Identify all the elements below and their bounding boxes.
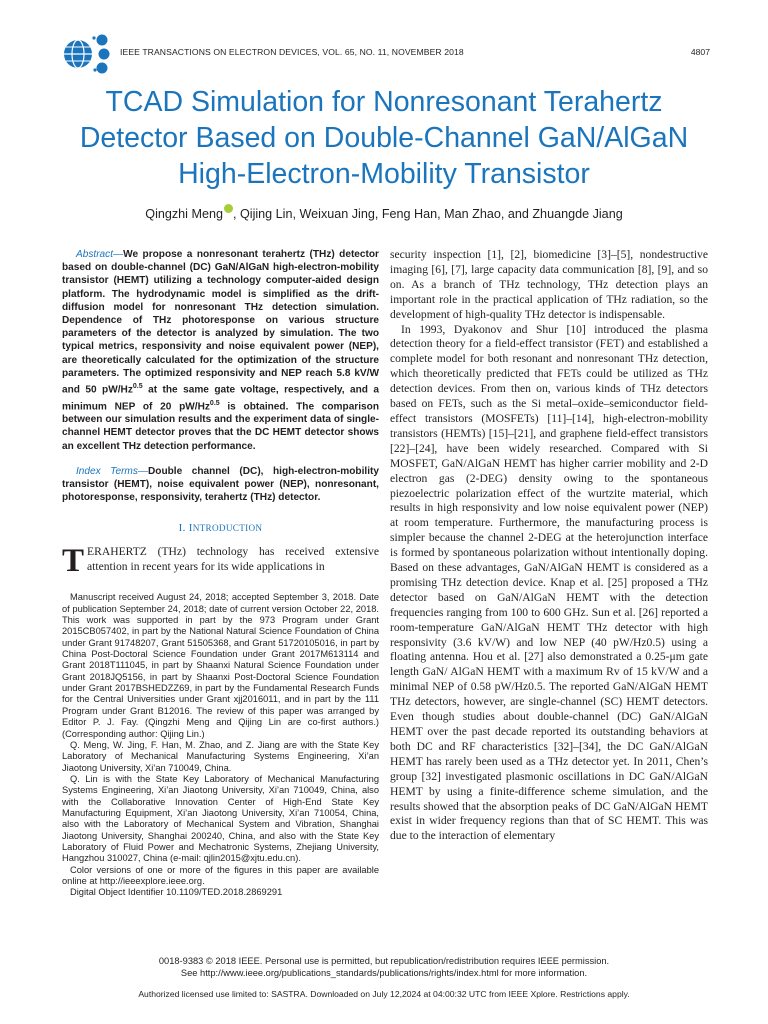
title-line-1: TCAD Simulation for Nonresonant Terahertz <box>105 86 663 118</box>
drop-cap: T <box>62 543 85 580</box>
orcid-icon[interactable] <box>224 204 233 213</box>
footnotes <box>62 592 379 898</box>
intro-paragraph <box>62 543 379 580</box>
eds-logo <box>62 32 114 76</box>
footnote-affiliation-1: Q. Meng, W. Jing, F. Han, M. Zhao, and Z. Jiang are with the State Key Laboratory of Mechanical Manufacturing Systems Engineering, Xi’an Jiaotong University, Xi’an 710049, China. <box>62 739 379 773</box>
title-line-3: High-Electron-Mobility Transistor <box>178 158 590 190</box>
intro-text: ERAHERTZ (THz) technology has received extensive attention in recent years for its wide applications in <box>87 545 379 574</box>
copyright-line-2: See http://www.ieee.org/publications_standards/publications/rights/index.html for more information. <box>180 968 588 978</box>
copyright-notice <box>40 955 728 979</box>
author-list <box>40 204 728 221</box>
right-column <box>390 248 708 844</box>
abstract-text-2: at the same gate voltage, respectively, and a minimum NEP of 20 pW/Hz <box>62 384 379 412</box>
abstract <box>62 248 379 453</box>
index-terms <box>62 465 379 505</box>
section-numeral: I. <box>178 522 186 535</box>
index-terms-text: Double channel (DC), high-electron-mobility transistor (HEMT), noise equivalent power (NEP), nonresonant, photoresponse, responsivity, terahertz (THz) detector. <box>62 465 379 504</box>
footnote-affiliation-2: Q. Lin is with the State Key Laboratory of Mechanical Manufacturing Systems Engineering, Xi’an Jiaotong University, Xi’an 710049, China, also with the Collaborative Innovation Center of High-End State Key Manufacturing Equipment, Xi’an Jiaotong University, Xi’an 710054, China, also with the Laboratory of Mechanical System and Vibration, Shanghai Jiaotong University, Shanghai 200240, China, and also with the State Key Laboratory of Fluid Power and Mechatronic Systems, Zhejiang University, Hangzhou 310027, China (e-mail: qjlin2015@xjtu.edu.cn). <box>62 773 379 864</box>
index-terms-label: Index Terms— <box>76 465 148 477</box>
copyright-line-1: 0018-9383 © 2018 IEEE. Personal use is permitted, but republication/redistribution requires IEEE permission. <box>158 956 610 966</box>
section-heading <box>62 522 379 534</box>
section-first-letter: I <box>188 522 193 535</box>
journal-citation: IEEE TRANSACTIONS ON ELECTRON DEVICES, VOL. 65, NO. 11, NOVEMBER 2018 <box>120 47 464 57</box>
footnote-manuscript: Manuscript received August 24, 2018; accepted September 3, 2018. Date of publication September 24, 2018; date of current version October 22, 2018. This work was supported in part by the 973 Program under Grant 2015CB057402, in part by the National Natural Science Foundation of China under Grant 91748207, Grant 51505368, and Grant 51720105016, in part by China Post-Doctoral Science Foundation under Grant 2017M613114 and Grant 2018T111045, in part by Shaanxi Natural Science Foundation under Grant 2018JQ5156, in part by Shaanxi Post-Doctoral Science Foundation under Grant 2017BSHEDZZ69, in part by the Fundamental Research Funds for the Central Universities under Grant xjj2016011, and in part by the 111 Program under Grant B12016. The review of this paper was arranged by Editor P. J. Fay. (Qingzhi Meng and Qijing Lin are co-first authors.) (Corresponding author: Qijing Lin.) <box>62 592 379 739</box>
abstract-label: Abstract— <box>76 249 124 260</box>
body-paragraph-2: In 1993, Dyakonov and Shur [10] introduced the plasma detection theory for a field-effect transistor (FET) and established a complete model for both resonant and nonresonant THz detection, which theoretically predicted that FETs could be utilized as THz detection devices. From then on, various kinds of THz detectors based on FETs, such as the Si metal–oxide–semiconductor field-effect transistors (MOSFETs) [11]–[14], high-electron-mobility transistors (HEMTs) [15]–[21], and graphene field-effect transistors [22]–[24], have been widely researched. Compared with Si MOSFET, GaN/AlGaN HEMT has higher carrier mobility and 2-D electron gas (2-DEG) density owing to the spontaneous piezoelectric polarization effect of the wurtzite material, which results in high responsivity and low noise equivalent power (NEP) at room temperature. Furthermore, the manufacturing process is simpler because the channel 2-DEG at the heterojunction interface is formed by spontaneous polarization without intentionally doping. Based on these advantages, GaN/AlGaN HEMT is considered as a promising THz detection device. Knap et al. [25] proposed a THz detector based on GaN/AlGaN HEMT with the detection frequencies ranging from 100 to 600 GHz. Sun et al. [26] reported a room-temperature GaN/AlGaN HEMT THz detector with high responsivity (3.6 kV/W) and low NEP (40 pW/Hz0.5) using a floating antenna. Hou et al. [27] also demonstrated a 0.25-μm gate length GaN/ AlGaN HEMT with a maximum Rv of 15 kV/W and a minimal NEP of 0.58 pW/Hz0.5. The reported GaN/AlGaN HEMT THz detectors, however, are single-channel (SC) HEMT detectors. Even though studies about double-channel (DC) GaN/AlGaN HEMT over the past decade reported its outstanding behaviors at both DC and RF characteristics [32]–[34], the DC GaN/AlGaN HEMT has rarely been used as a THz detector yet. In 2011, Chen’s group [32] investigated plasmonic oscillations in DC GaN/AlGaN HEMT by using a finite-difference scheme simulation, and the results showed that the absorption peaks of DC GaN/AlGaN HEMT exist in wider frequency regions than that of SC HEMT. This was due to the interaction of elementary <box>390 322 708 843</box>
section-title-rest: NTRODUCTION <box>192 523 263 534</box>
abstract-sup-2: 0.5 <box>209 399 220 407</box>
other-authors: , Qijing Lin, Weixuan Jing, Feng Han, Man Zhao, and Zhuangde Jiang <box>232 207 623 221</box>
abstract-text: We propose a nonresonant terahertz (THz) detector based on double-channel (DC) GaN/AlGaN high-electron-mobility transistor (HEMT) utilizing a technology computer-aided design platform. The hydrodynamic model is simplified as the drift-diffusion model for nonresonant THz detection simulation. Dependence of THz photoresponse on various structure parameters of the detector is analyzed by simulation. The two typical metrics, responsivity and noise equivalent power (NEP), are theoretically calculated for the optimization of the structure parameters. The optimized responsivity and NEP reach 5.8 kV/W and 50 pW/Hz <box>62 249 379 396</box>
footnote-doi: Digital Object Identifier 10.1109/TED.2018.2869291 <box>70 887 283 898</box>
license-notice: Authorized licensed use limited to: SASTRA. Downloaded on July 12,2024 at 04:00:32 UTC from IEEE Xplore. Restrictions apply. <box>138 989 630 999</box>
paper-title <box>40 84 728 192</box>
title-line-2: Detector Based on Double-Channel GaN/AlGaN <box>79 122 689 154</box>
page-header <box>62 32 710 82</box>
page-number: 4807 <box>690 47 710 57</box>
abstract-sup-1: 0.5 <box>132 383 143 391</box>
footnote-color: Color versions of one or more of the figures in this paper are available online at http://ieeexplore.ieee.org. <box>62 864 379 886</box>
abstract-text-3: is obtained. The comparison between our simulation results and the experiment data of single-channel HEMT detector proves that the DC HEMT detector shows an excellent THz detection performance. <box>62 400 379 452</box>
left-column <box>62 248 379 899</box>
body-paragraph-1: security inspection [1], [2], biomedicine [3]–[5], nondestructive imaging [6], [7], large capacity data communication [8], [9], and so on. As a branch of THz technology, THz detection plays an important role in the practical application of THz radiation, so the development of high-quality THz detector is indispensable. <box>390 248 708 321</box>
first-author: Qingzhi Meng <box>145 207 223 221</box>
